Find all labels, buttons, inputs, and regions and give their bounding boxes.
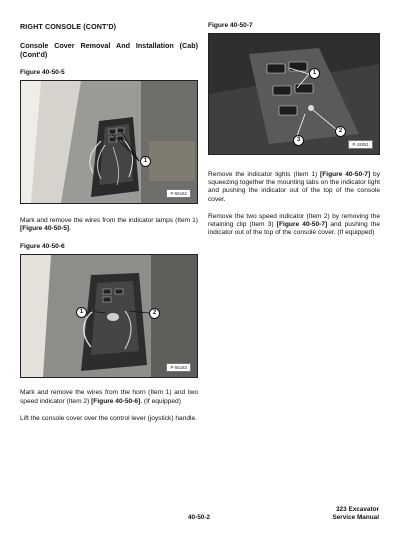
callout-1: 1: [309, 68, 320, 79]
manual-title: [332, 506, 379, 522]
photo-code: P-19051: [348, 140, 373, 149]
model-name: 323 Excavator: [336, 506, 379, 513]
manual-type: Service Manual: [332, 514, 379, 521]
page-number: 40-50-2: [188, 514, 211, 521]
figure-reference: [Figure 40-50-5]: [20, 225, 70, 233]
photo-code: P-56162: [166, 189, 191, 198]
figure-40-50-7-photo: [208, 33, 380, 155]
figure-40-50-5-photo: [20, 80, 198, 204]
figure-40-50-6-label: Figure 40-50-6: [20, 243, 65, 251]
right-column: [208, 22, 380, 237]
callout-2: 2: [149, 308, 160, 319]
left-column: [20, 22, 198, 423]
figure-40-50-7-label: Figure 40-50-7: [208, 22, 253, 29]
photo-code: P-56163: [166, 363, 191, 372]
callout-3: 3: [293, 135, 304, 146]
console-horn-illustration: [21, 255, 197, 377]
subsection-title: Console Cover Removal And Installation (Cab) (Cont'd): [20, 41, 198, 59]
callout-2: 2: [335, 126, 346, 137]
callout-1: 1: [140, 156, 151, 167]
figure-reference: [Figure 40-50-6]: [91, 397, 141, 405]
figure-reference: [Figure 40-50-7]: [320, 171, 371, 178]
section-title: RIGHT CONSOLE (CONT'D): [20, 22, 117, 31]
console-wiring-illustration: [21, 81, 197, 203]
instruction-paragraph: Mark and remove the wires from the indicator lamps (Item 1) [Figure 40-50-5].: [20, 217, 198, 233]
figure-40-50-5-label: Figure 40-50-5: [20, 69, 65, 76]
instruction-paragraph: Lift the console cover over the control lever (joystick) handle.: [20, 414, 198, 422]
instruction-paragraph: Remove the two speed indicator (Item 2) by removing the retaining clip (Item 3) [Figure 40-50-7] and pushing the indicator out of the top of the console cover. (If equipped): [208, 212, 380, 237]
figure-reference: [Figure 40-50-7]: [276, 221, 328, 229]
instruction-paragraph: Mark and remove the wires from the horn (Item 1) and two speed indicator (Item 2) [Figure 40-50-6]. (If equipped): [20, 389, 198, 405]
instruction-paragraph: Remove the indicator lights (Item 1) [Figure 40-50-7] by squeezing together the mounting tabs on the indicator light and pushing the indicator out of the top of the console cover.: [208, 171, 380, 203]
callout-1: 1: [76, 307, 87, 318]
figure-40-50-6-photo: [20, 254, 198, 378]
